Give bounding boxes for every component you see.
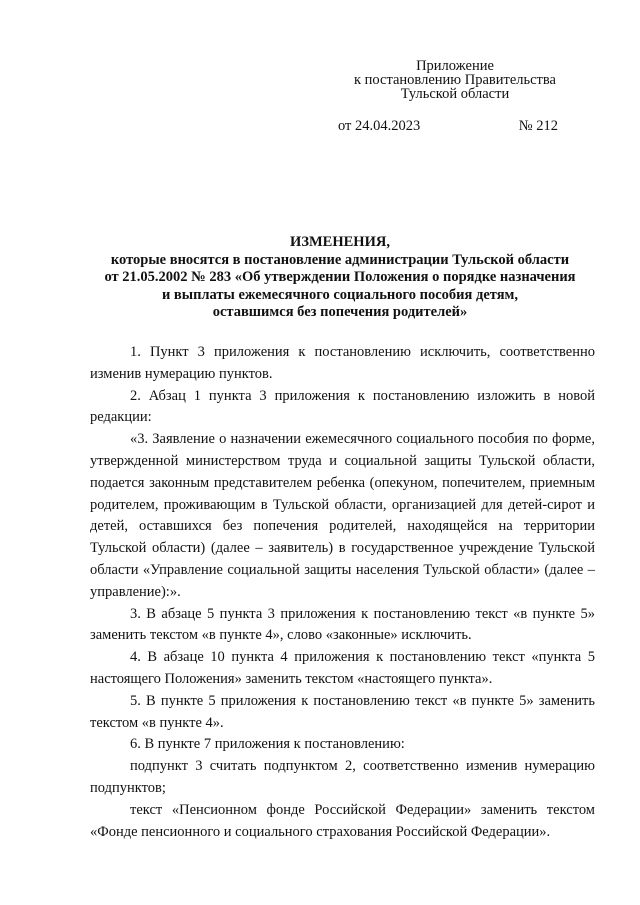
title-line: и выплаты ежемесячного социального пособия детям, xyxy=(161,286,519,303)
title-line: от 21.05.2002 № 283 «Об утверждении Положения о порядке назначения xyxy=(104,269,576,286)
paragraph: подпункт 3 считать подпунктом 2, соответственно изменив нумерацию подпунктов; xyxy=(90,758,595,796)
paragraph: 4. В абзаце 10 пункта 4 приложения к постановлению текст «пункта 5 настоящего Положения» заменить текстом «настоящего пункта». xyxy=(90,649,595,687)
title-line: ИЗМЕНЕНИЯ, xyxy=(290,234,390,250)
paragraph: 6. В пункте 7 приложения к постановлению: xyxy=(130,736,405,753)
paragraph: 1. Пункт 3 приложения к постановлению исключить, соответственно изменив нумерацию пунктов. xyxy=(90,344,595,382)
appendix-line: Приложение xyxy=(416,58,494,74)
document-title xyxy=(60,234,620,322)
paragraph: 3. В абзаце 5 пункта 3 приложения к постановлению текст «в пункте 5» заменить текстом «в пункте 4», слово «законные» исключить. xyxy=(90,605,595,644)
document-date: от 24.04.2023 xyxy=(338,118,421,134)
title-line: которые вносятся в постановление администрации Тульской области xyxy=(110,251,570,268)
paragraph: текст «Пенсионном фонде Российской Федерации» заменить текстом «Фонде пенсионного и социального страхования Российской Федерации». xyxy=(90,801,595,840)
paragraph: 2. Абзац 1 пункта 3 приложения к постановлению изложить в новой редакции: xyxy=(90,387,595,426)
date-number-line xyxy=(338,117,558,135)
appendix-line: Тульской области xyxy=(400,86,510,102)
paragraph: 5. В пункте 5 приложения к постановлению текст «в пункте 5» заменить текстом «в пункте 4». xyxy=(90,692,595,731)
appendix-block xyxy=(320,59,590,101)
appendix-line: к постановлению Правительства xyxy=(354,72,556,88)
paragraph: «3. Заявление о назначении ежемесячного социального пособия по форме, утвержденной министерством труда и социальной защиты Тульской области, подается законным представителем ребенка (опекуном, попечителем, приемным родителем, проживающим в Тульской области, организацией для детей-сирот и детей, оставшихся без попечения родителей, находящейся на территории Тульской области) (далее – заявитель) в государственное учреждение Тульской области «Управление социальной защиты населения Тульской области» (далее – управление):». xyxy=(90,431,595,600)
title-line: оставшимся без попечения родителей» xyxy=(212,304,468,321)
document-number: № 212 xyxy=(518,118,558,134)
document-body xyxy=(90,342,595,843)
